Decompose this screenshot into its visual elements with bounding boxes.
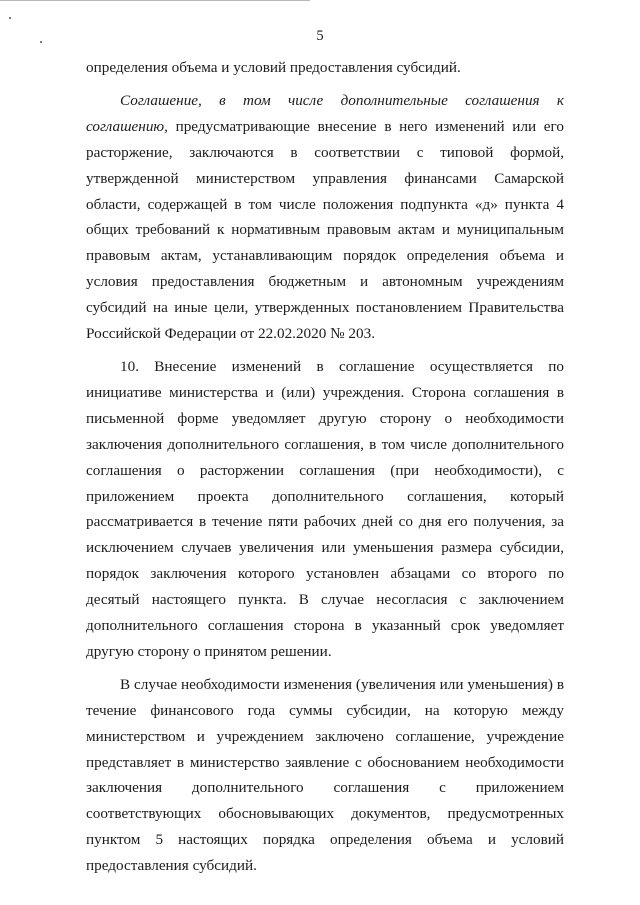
paragraph-continuation: определения объема и условий предоставления субсидий.	[86, 59, 461, 76]
paragraph-agreement-lead: Соглашение, в том числе дополнительные соглашения к соглашению,	[86, 91, 564, 135]
scan-edge-line	[0, 0, 310, 3]
scan-speck	[9, 17, 11, 19]
page-number: 5	[316, 28, 324, 44]
paragraph-subsidy-change: В случае необходимости изменения (увеличения или уменьшения) в течение финансового года суммы субсидии, на которую между министерством и учреждением заключено соглашение, учреждение представляет в министерство заявление с обоснованием необходимости заключения дополнительного соглашения с приложением соответствующих обосновывающих документов, предусмотренных пунктом 5 настоящих порядка определения объема и условий предоставления субсидий.	[86, 675, 564, 875]
document-body	[86, 55, 564, 879]
paragraph-agreement	[86, 88, 564, 347]
paragraph-agreement-text: предусматривающие внесение в него изменений или его расторжение, заключаются в соответствии с типовой формой, утвержденной министерством управления финансами Самарской области, содержащей в том числе положения подпункта «д» пункта 4 общих требований к нормативным правовым актам и муниципальным правовым актам, устанавливающим порядок определения объема и условия предоставления бюджетным и автономным учреждениям субсидий на иные цели, утвержденных постановлением Правительства Российской Федерации от 22.02.2020 № 203.	[86, 117, 564, 343]
paragraph-item-10: 10. Внесение изменений в соглашение осуществляется по инициативе министерства и (или) учреждения. Сторона соглашения в письменной форме уведомляет другую сторону о необходимости заключения дополнительного соглашения, в том числе дополнительного соглашения о расторжении соглашения (при необходимости), с приложением проекта дополнительного соглашения, который рассматривается в течение пяти рабочих дней со дня его получения, за исключением случаев увеличения или уменьшения размера субсидии, порядок заключения которого установлен абзацами со второго по десятый настоящего пункта. В случае несогласия с заключением дополнительного соглашения сторона в указанный срок уведомляет другую сторону о принятом решении.	[86, 357, 564, 660]
